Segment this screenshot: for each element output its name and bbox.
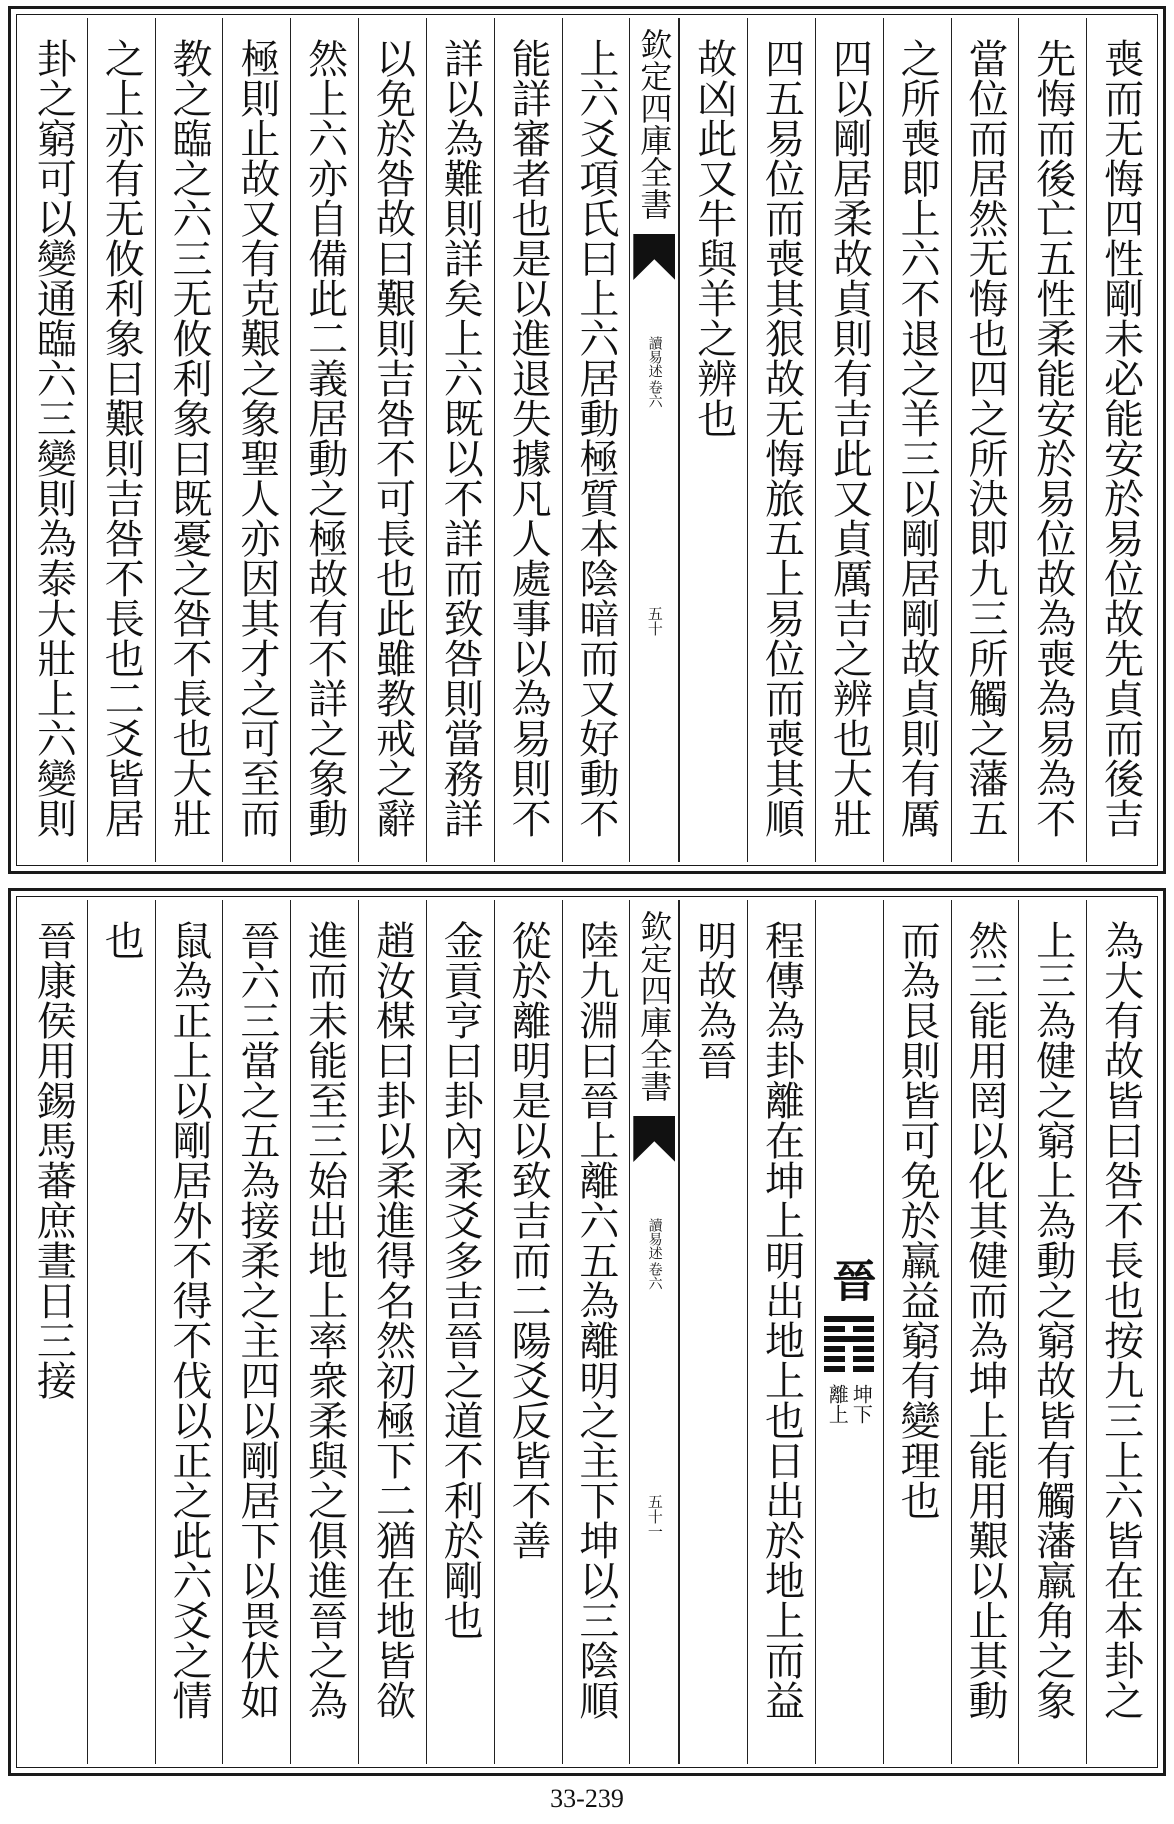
column-text: 明故為晉 [690,920,737,1080]
trigram-labels [825,1384,874,1424]
column-text: 陸九淵曰晉上離六五為離明之主下坤以三陰順 [572,920,619,1720]
column-text: 為大有故皆曰咎不長也按九三上六皆在本卦之 [1097,920,1144,1720]
column-text: 晉康侯用錫馬蕃庶晝日三接 [30,920,77,1400]
text-column [494,18,562,862]
column-text: 喪而无悔四性剛未必能安於易位故先貞而後吉 [1097,38,1144,838]
column-text: 然三能用罔以化其健而為坤上能用艱以止其動 [961,920,1008,1720]
text-column [815,18,883,862]
column-text: 鼠為正上以剛居外不得不伐以正之此六爻之情 [166,920,213,1720]
column-text: 四以剛居柔故貞則有吉此又貞厲吉之辨也大壯 [826,38,873,838]
yang-line [824,1316,874,1322]
lower-trigram-label: 坤下 [849,1384,874,1424]
column-text: 上六爻項氏曰上六居動極質本陰暗而又好動不 [572,38,619,838]
text-column [1018,900,1086,1764]
column-text: 之所喪即上六不退之羊三以剛居剛故貞則有厲 [894,38,941,838]
text-column [20,18,87,862]
text-column [290,18,358,862]
text-column [87,18,155,862]
bottom-columns [20,900,1154,1764]
column-text: 教之臨之六三无攸利象曰既憂之咎不長也大壯 [166,38,213,838]
column-text: 金貢亨曰卦內柔爻多吉晉之道不利於剛也 [437,920,484,1640]
text-column [87,900,155,1764]
book-series-title: 欽定四庫全書 [635,910,674,1102]
text-column [562,900,630,1764]
text-column [494,900,562,1764]
text-column [1018,18,1086,862]
text-column [155,18,223,862]
text-column [562,18,630,862]
text-column [426,900,494,1764]
column-text: 從於離明是以致吉而二陽爻反皆不善 [505,920,552,1560]
book-series-title: 欽定四庫全書 [635,28,674,220]
text-column [747,900,815,1764]
text-column [358,900,426,1764]
column-text: 程傳為卦離在坤上明出地上也日出於地上而益 [758,920,805,1720]
column-text: 趙汝楳曰卦以柔進得名然初極下二猶在地皆欲 [369,920,416,1720]
volume-label: 卷六 [646,380,663,408]
column-text: 進而未能至三始出地上率衆柔與之俱進晉之為 [301,920,348,1720]
column-text: 當位而居然无悔也四之所決即九三所觸之藩五 [961,38,1008,838]
column-text: 然上六亦自備此二義居動之極故有不詳之象動 [301,38,348,838]
page-number: 33-239 [550,1784,624,1813]
hexagram-column [815,900,883,1764]
column-text: 四五易位而喪其狠故无悔旅五上易位而喪其順 [758,38,805,838]
column-text: 極則止故又有克艱之象聖人亦因其才之可至而 [233,38,280,838]
text-column [679,18,747,862]
text-column [951,900,1019,1764]
center-fold [629,900,679,1764]
hexagram-name: 晉 [824,1258,876,1302]
text-column [222,18,290,862]
folio-number: 五十 [645,606,664,636]
text-column [747,18,815,862]
text-column [290,900,358,1764]
column-text: 也 [98,920,145,960]
column-text: 卦之窮可以變通臨六三變則為泰大壯上六變則 [30,38,77,838]
column-text: 故凶此又牛與羊之辨也 [690,38,737,438]
column-text: 先悔而後亡五性柔能安於易位故為喪為易為不 [1029,38,1076,838]
text-column [1086,18,1154,862]
book-info [647,1218,662,1290]
folio-number: 五十一 [645,1494,664,1539]
top-columns [20,18,1154,862]
text-column [358,18,426,862]
text-column [222,900,290,1764]
text-column [883,900,951,1764]
yin-line [824,1326,874,1332]
yin-line [824,1366,874,1372]
center-fold [629,18,679,862]
yin-line [824,1346,874,1352]
yang-line [824,1336,874,1342]
book-title: 讀易述 [646,336,663,378]
bottom-page [8,888,1166,1776]
column-text: 晉六三當之五為接柔之主四以剛居下以畏伏如 [233,920,280,1720]
text-column [1086,900,1154,1764]
book-info [647,336,662,408]
text-column [20,900,87,1764]
column-text: 上三為健之窮上為動之窮故皆有觸藩羸角之象 [1029,920,1076,1720]
column-text: 之上亦有无攸利象曰艱則吉咎不長也二爻皆居 [98,38,145,838]
fishtail-mark [633,234,675,280]
fishtail-mark [633,1116,675,1162]
yin-line [824,1356,874,1362]
top-page [8,6,1166,874]
text-column [155,900,223,1764]
jin-hexagram-icon [824,1312,874,1376]
upper-trigram-label: 離上 [825,1384,850,1424]
volume-label: 卷六 [646,1262,663,1290]
text-column [951,18,1019,862]
book-title: 讀易述 [646,1218,663,1260]
column-text: 能詳審者也是以進退失據凡人處事以為易則不 [505,38,552,838]
text-column [426,18,494,862]
text-column [883,18,951,862]
text-column [679,900,747,1764]
column-text: 而為艮則皆可免於羸益窮有變理也 [894,920,941,1520]
column-text: 以免於咎故曰艱則吉咎不可長也此雖教戒之辭 [369,38,416,838]
column-text: 詳以為難則詳矣上六既以不詳而致咎則當務詳 [437,38,484,838]
